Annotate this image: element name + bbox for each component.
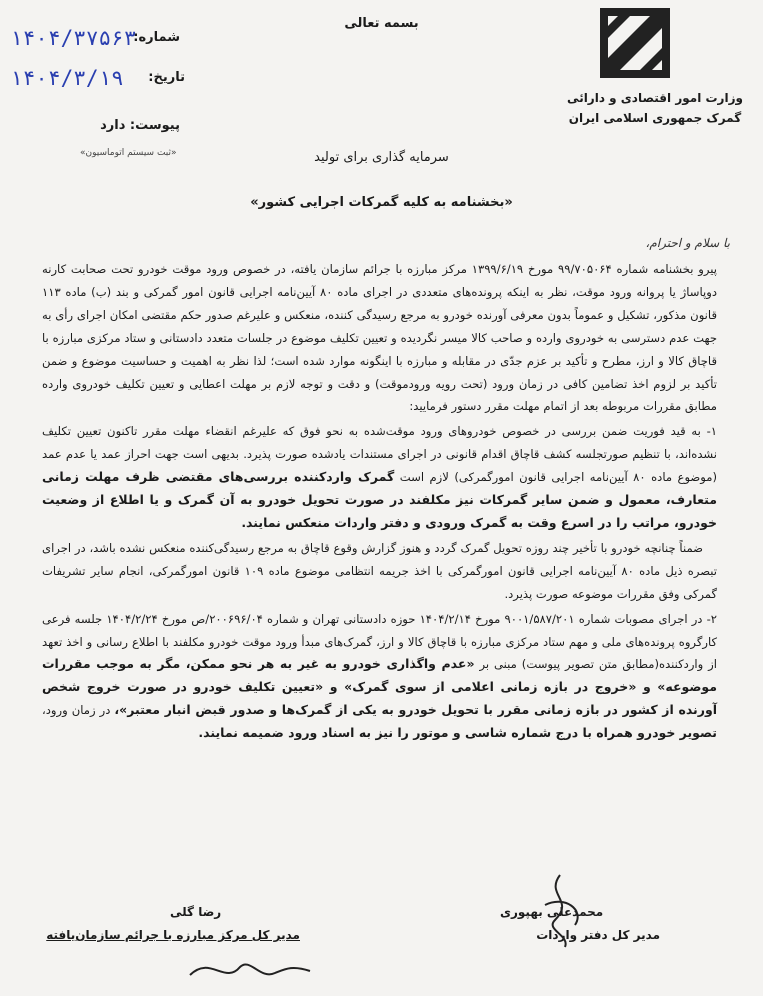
right-signatory-title: مدیر کل دفتر واردات <box>536 928 660 942</box>
right-signatory-name: محمدعلی بهپوری <box>500 905 604 919</box>
item-2-bold: «عدم واگذاری خودرو به غیر به هر نحو ممکن، مگر به موجب مقررات موضوعه» و «خروج در بازه زمانی اعلامی از سوی گمرک» و «تعیین تکلیف خودرو در صورت خروج شخص آورنده از کشور در بازه زمانی مقرر با تحویل خودرو به یکی از گمرک‌ها و صدور قبض انبار معتبر»، <box>42 656 718 718</box>
greeting: با سلام و احترام، <box>645 236 730 250</box>
right-signature-icon <box>515 865 605 955</box>
left-signature-icon <box>180 945 320 990</box>
motto: سرمایه گذاری برای تولید <box>314 150 449 165</box>
item-2-text: ۲- در اجرای مصوبات شماره ۹۰۰۱/۵۸۷/۲۰۱ مورخ ۱۴۰۴/۲/۱۴ حوزه دادستانی تهران و شماره ۲۰۰۶۹۶/۰۴/ص مورخ ۱۴۰۴/۲/۲۴ جلسه فرعی کارگروه پرونده‌های ملی و مهم ستاد مرکزی مبارزه با قاچاق کالا و ارز، گمرک‌های مبدأ ورود موقت خودرو مکلفند با اطلاع رسانی و اخذ تعهد از واردکننده(مطابق متن تصویر پیوست) مبنی بر <box>42 611 717 672</box>
number-value: ۱۴۰۴/۳۷۵۶۳ <box>10 26 137 50</box>
paragraph-item-2 <box>42 608 717 745</box>
paragraph-intro: پیرو بخشنامه شماره ۹۹/۷۰۵۰۶۴ مورخ ۱۳۹۹/۶/۱۹ مرکز مبارزه با جرائم سازمان یافته، در خصوص ورود موقت خودرو تحت صحابت کارنه دوپاساژ یا پروانه ورود موقت، نظر به اینکه پرونده‌های متعددی در اجرای ماده ۸۰ آیین‌نامه اجرایی قانون امور گمرکی و بند (ب) ماده ۱۱۳ قانون مذکور، تشکیل و عموماً بدون معرفی آورنده خودرو به مرجع رسیدگی کننده، منعکس و علیرغم صدور حکم مقتضی امکان اجرای رأی به جهت عدم دسترسی به خودروی وارده و صاحب کالا میسر نگردیده و تعیین تکلیف موضوع در جلسات متعدد دادستانی و ستاد مرکزی مبارزه با قاچاق کالا و ارز، مطرح و تأکید بر عزم جدّی در مقابله و مبارزه با اینگونه موارد شده است؛ لذا نظر به اهمیت و حساسیت موضوع و ضمن تأکید بر لزوم اخذ تضامین کافی در زمان ورود (تحت رویه ورودموقت) و دقت و توجه لازم بر مهلت اعطایی و تعیین تکلیف خودروی وارده مطابق مقررات مربوطه بعد از اتمام مهلت مقرر دستور فرمایید: <box>42 262 717 414</box>
left-signatory-name: رضا گلی <box>170 905 222 919</box>
system-note: «ثبت سیستم اتوماسیون» <box>80 148 177 158</box>
customs-name: گمرک جمهوری اسلامی ایران <box>568 111 742 125</box>
left-signatory-title: مدیر کل مرکز مبارزه با جرائم سازمان‌یافته <box>46 928 300 942</box>
date-value: ۱۴۰۴/۳/۱۹ <box>10 66 124 90</box>
item-2-tail: در زمان ورود، <box>42 703 111 718</box>
item-2-bold-end: تصویر خودرو همراه با درج شماره شاسی و موتور را نیز به اسناد ورود ضمیمه نمایند. <box>198 725 717 741</box>
number-label: شماره: <box>133 30 180 45</box>
basmala: بسمه تعالی <box>344 16 419 31</box>
paragraph-item-1 <box>42 420 717 535</box>
customs-logo-icon <box>600 8 670 78</box>
item-1-bold: گمرک واردکننده بررسی‌های مقتضی ظرف مهلت زمانی متعارف، معمول و ضمن سایر گمرکات نیز مکلفند در صورت تحویل خودرو به آن گمرک و یا اطلاع از وضعیت خودرو، مراتب را در اسرع وقت به گمرک ورودی و دفتر واردات منعکس نمایند. <box>42 469 717 530</box>
paragraph-delay-note: ضمناً چنانچه خودرو با تأخیر چند روزه تحویل گمرک گردد و هنوز گزارش وقوع قاچاق به مرجع رسیدگی‌کننده منعکس نشده باشد، در اجرای تبصره ذیل ماده ۸۰ آیین‌نامه اجرایی قانون امورگمرکی با اخذ جریمه انتظامی موضوع ماده ۱۰۹ قانون امورگمرکی، انجام سایر تشریفات گمرکی وفق مقررات موضوعه صورت پذیرد. <box>42 540 717 601</box>
item-1-text: ۱- به قید فوریت ضمن بررسی در خصوص خودروهای ورود موقت‌شده به نحو فوق که علیرغم انقضاء مهلت مقرر تاکنون تعیین تکلیف نشده‌اند، با تنظیم صورتجلسه کشف قاچاق اقدام قانونی در اجرای مستندات یادشده صورت پذیرد. بدیهی است جهت احراز عمد یا عدم عمد (موضوع ماده ۸۰ آیین‌نامه اجرایی قانون امورگمرکی) لازم است <box>42 424 718 485</box>
attachment-label: پیوست: دارد <box>100 118 180 133</box>
circular-title: «بخشنامه به کلیه گمرکات اجرایی کشور» <box>250 195 513 210</box>
organization-block <box>560 88 750 128</box>
date-label: تاریخ: <box>148 70 185 85</box>
ministry-name: وزارت امور اقتصادی و دارائی <box>567 91 743 105</box>
letter-body <box>42 258 717 745</box>
